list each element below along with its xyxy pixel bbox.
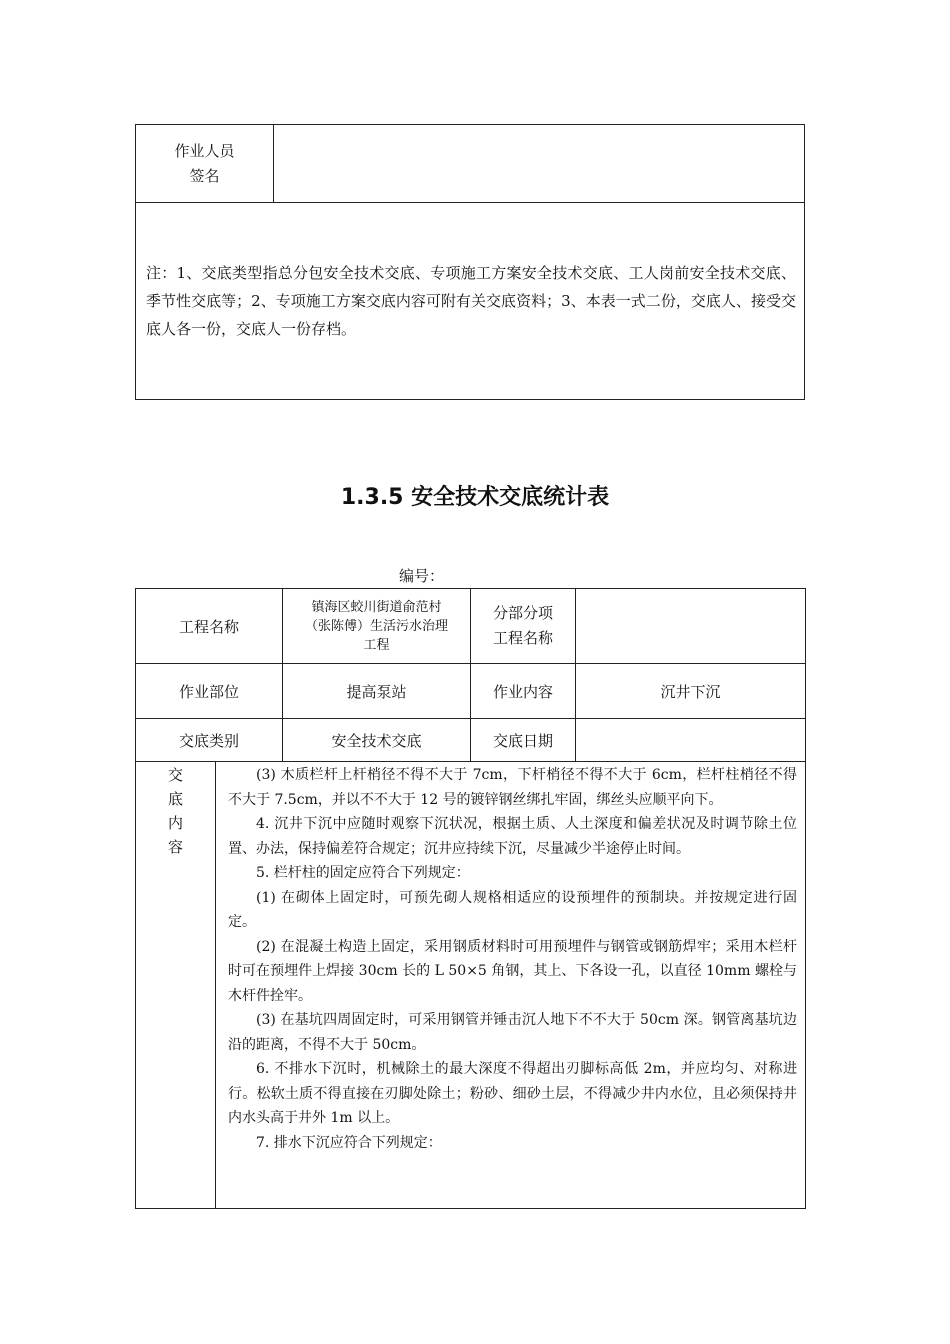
project-name-line3: 工程 (363, 637, 390, 653)
subproject-value[interactable] (576, 589, 806, 664)
signature-label-line1: 作业人员 (174, 141, 235, 160)
page-title: 1.3.5 安全技术交底统计表 (340, 485, 610, 510)
serial-number-label: 编号： (399, 567, 445, 585)
signature-table (135, 124, 805, 400)
content-paragraph: (3) 在基坑四周固定时，可采用钢管并锤击沉人地下不不大于 50cm 深。钢管离基坑边沿的距离，不得不大于 50cm。 (228, 1012, 798, 1053)
project-name-label: 工程名称 (136, 589, 283, 664)
briefing-type-value: 安全技术交底 (283, 719, 471, 762)
subproject-label (471, 589, 576, 664)
content-body (216, 762, 806, 1209)
signature-label-line2: 签名 (189, 166, 220, 185)
content-paragraph: 4. 沉井下沉中应随时观察下沉状况，根据土质、人土深度和偏差状况及时调节除土位置、办法，保持偏差符合规定；沉井应持续下沉，尽量减少半途停止时间。 (228, 816, 798, 857)
content-label (136, 762, 216, 1209)
content-paragraph: (1) 在砌体上固定时，可预先砌人规格相适应的设预埋件的预制块。并按规定进行固定。 (228, 889, 798, 930)
briefing-date-value[interactable] (576, 719, 806, 762)
content-label-char: 底 (167, 790, 183, 808)
work-location-label: 作业部位 (136, 664, 283, 719)
subproject-label-line1: 分部分项 (493, 604, 554, 622)
work-location-value: 提高泵站 (283, 664, 471, 719)
briefing-date-label: 交底日期 (471, 719, 576, 762)
note-text: 注：1、交底类型指总分包安全技术交底、专项施工方案安全技术交底、工人岗前安全技术交底、季节性交底等；2、专项施工方案交底内容可附有关交底资料；3、本表一式二份，交底人、接受交底人各一份，交底人一份存档。 (136, 203, 805, 400)
content-paragraph: 7. 排水下沉应符合下列规定： (256, 1134, 442, 1151)
content-paragraph: 6. 不排水下沉时，机械除土的最大深度不得超出刃脚标高低 2m，并应均匀、对称进行。松软土质不得直接在刃脚处除土；粉砂、细砂土层，不得减少井内水位，且必须保持井内水头高于井外 1m 以上。 (228, 1061, 798, 1126)
work-content-value: 沉井下沉 (576, 664, 806, 719)
content-label-char: 交 (167, 766, 183, 784)
project-name-value (283, 589, 471, 664)
content-paragraph: (2) 在混凝土构造上固定，采用钢质材料时可用预埋件与钢管或钢筋焊牢；采用木栏杆时可在预埋件上焊接 30cm 长的 L 50×5 角钢，其上、下各设一孔，以直径 10mm 螺栓与木杆件拴牢。 (228, 938, 798, 1004)
content-label-char: 容 (167, 838, 183, 856)
project-name-line2: （张陈傅）生活污水治理 (305, 618, 449, 634)
content-paragraph: (3) 木质栏杆上杆梢径不得不大于 7cm，下杆梢径不得不大于 6cm，栏杆柱梢径不得不大于 7.5cm，并以不不大于 12 号的镀锌钢丝绑扎牢固，绑丝头应顺平向下。 (228, 767, 798, 808)
subproject-label-line2: 工程名称 (493, 629, 554, 647)
briefing-table (135, 588, 806, 1209)
project-name-line1: 镇海区蛟川街道俞范村 (311, 599, 442, 615)
signature-label (136, 125, 274, 203)
content-paragraph: 5. 栏杆柱的固定应符合下列规定： (256, 865, 470, 881)
briefing-type-label: 交底类别 (136, 719, 283, 762)
work-content-label: 作业内容 (471, 664, 576, 719)
content-label-char: 内 (167, 814, 183, 832)
signature-field[interactable] (274, 125, 805, 203)
